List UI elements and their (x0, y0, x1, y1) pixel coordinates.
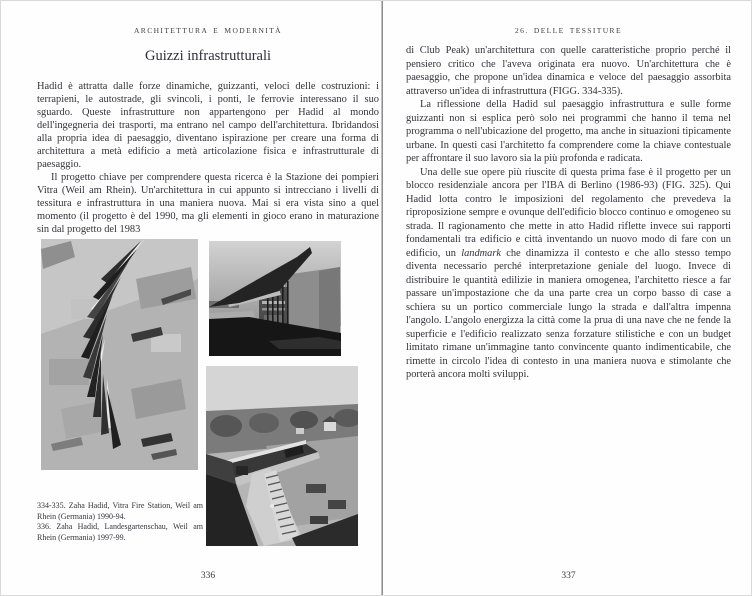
right-paragraph-3-end: che dinamizza il contesto e che allo stesso tempo diventa necessario perché interpretazione geniale del luogo. Invece di distribuire le quantità edilizie in maniera omogenea, l'architetto riesce a far passare un'impostazione che da una parte crea un corpo basso di case a schiera su un portico commerciale lungo la strada e dall'altra impenna l'angolo. L'angolo energizza la città come la prua di una nave che ne fende la superficie e l'edificio realizzato senza forzature stilistiche e con un budget limitato rimane un'immagine tanto convincente quanto indimenticabile, che rimette in circolo l'idea di contesto in una maniera nuova e stimolante che porterà ancora molti sviluppi. (406, 247, 731, 380)
right-page-number: 337 (561, 571, 576, 581)
left-page-number: 336 (200, 571, 216, 581)
landesgartenschau-photo-image (206, 366, 358, 546)
left-page (1, 1, 381, 595)
section-title: Guizzi infrastrutturali (144, 48, 272, 64)
figure-vitra-photo (209, 241, 341, 356)
right-paragraph-1: di Club Peak) un'architettura con quelle caratteristiche proprio perché il pensiero critico che l'aveva originata era nuovo. Un'architettura che è paesaggio, che propone un'idea dinamica e veloce del paesaggio assorbita attraverso un'idea di infrastruttura (FIGG. 334-335). (406, 45, 731, 97)
caption-vitra: 334-335. Zaha Hadid, Vitra Fire Station, Weil am Rhein (Germania) 1990-94. (37, 501, 203, 521)
left-paragraph-2: Il progetto chiave per comprendere questa ricerca è la Stazione dei pompieri Vitra (Weil am Rhein). Un'architettura in cui appunto si intrecciano i livelli di tessitura e infrastruttura in una maniera nuova. Mai si era vista sino a quel momento (il progetto è del 1990, ma gli elementi in gioco erano in maturazione sin dal progetto del 1983 (37, 172, 379, 235)
right-page (383, 1, 752, 595)
left-running-head: ARCHITETTURA E MODERNITÀ (133, 26, 282, 35)
figure-painting (41, 239, 198, 470)
left-paragraph-1: Hadid è attratta dalle forze dinamiche, guizzanti, veloci delle costruzioni: i terrapieni, le autostrade, gli svincoli, i ponti, le ferrovie interessano il suo sguardo. Queste infrastrutture non appartengono per Hadid al mondo dell'ingegneria dei trasporti, ma entrano nel campo dell'architettura. Ibridandosi alla propria idea di paesaggio, diventano ispirazione per creare una forma di architettura a metà edificio a metà articolazione fisica e infrastrutturale di paesaggio. (37, 81, 379, 170)
right-paragraph-3-start: Una delle sue opere più riuscite di questa prima fase è il progetto per un blocco residenziale ancora per l'IBA di Berlino (1986-93) (FIG. 325). Qui Hadid lotta contro le imposizioni del regolamento che prevedeva la riproposizione sempre e ovunque dell'edificio blocco continuo e omogeneo su strada. Il ragionamento che mette in atto Hadid riflette invece sui rapporti fondamentali tra edificio e città inventando un nuovo modo di fare con un edificio, un (406, 166, 731, 259)
right-paragraph-3 (406, 166, 731, 382)
right-paragraph-2: La riflessione della Hadid sul paesaggio infrastruttura e sulle forme guizzanti non si esplica però solo nei programmi che hanno il tema nel programma o nell'ubicazione del progetto, ma anche in situazioni tipicamente urbane. In questi casi l'architetto fa comprendere come la chiave contestuale per affrontare il suo lavoro sia la più profonda e radicata. (406, 99, 731, 164)
figure-captions (37, 501, 203, 543)
painting-image (41, 239, 198, 470)
landmark-italic-term: landmark (461, 247, 502, 259)
right-body-text (406, 44, 731, 382)
left-body-text (37, 80, 379, 236)
vitra-photo-image (209, 241, 341, 356)
right-running-head: 26. DELLE TESSITURE (515, 26, 622, 35)
figure-landesgartenschau-photo (206, 366, 358, 546)
caption-landesgartenschau: 336. Zaha Hadid, Landesgartenschau, Weil am Rhein (Germania) 1997-99. (37, 522, 203, 542)
